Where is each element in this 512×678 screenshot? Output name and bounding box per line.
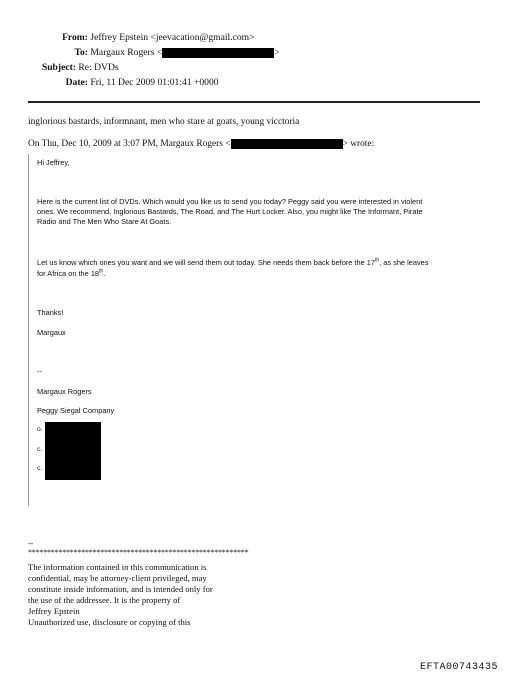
subject-value: Re: DVDs: [78, 62, 119, 73]
quoted-greeting: Hi Jeffrey,: [37, 158, 70, 167]
date-label: Date:: [65, 77, 88, 88]
quoted-para2-line2: [37, 269, 105, 279]
quote-intro-suffix: > wrote:: [342, 139, 375, 150]
redaction-block: [231, 139, 343, 149]
document-id: EFTA00743435: [419, 662, 498, 673]
footer-stars: **********************************************************: [28, 548, 249, 557]
redaction-block: [45, 422, 101, 480]
header-divider: [28, 101, 480, 103]
contact-cell-label: c.: [37, 465, 43, 472]
from-label: From:: [62, 32, 88, 43]
date-value: Fri, 11 Dec 2009 01:01:41 +0000: [90, 77, 219, 88]
quote-intro: [28, 139, 374, 149]
quoted-para1-line1: Here is the current list of DVDs. Which would you like us to send you today? Peggy said you were interested in violent: [37, 197, 423, 206]
signature-name: Margaux Rogers: [37, 387, 92, 396]
contact-cell-label: c.: [37, 446, 43, 453]
disclaimer-line: Jeffrey Epstein: [28, 606, 80, 616]
subject-label: Subject:: [41, 62, 76, 73]
quoted-para2-line2-sup: th: [99, 268, 104, 275]
quoted-para2-line2-a: for Africa on the 18: [37, 269, 100, 278]
from-row: [28, 30, 255, 45]
to-row: [28, 45, 280, 60]
signature-company: Peggy Siegal Company: [37, 406, 115, 415]
to-value-suffix: >: [274, 47, 280, 58]
signature-separator: --: [37, 367, 42, 376]
disclaimer-line: Unauthorized use, disclosure or copying of this: [28, 617, 191, 627]
to-label: To:: [74, 47, 88, 58]
disclaimer-line: confidential, may be attorney-client privileged, may: [28, 573, 207, 583]
disclaimer-line: the use of the addressee. It is the property of: [28, 595, 181, 605]
date-row: [28, 75, 219, 90]
quoted-para2-line1-a: Let us know which ones you want and we will send them out today. She needs them back before the 17: [37, 258, 375, 267]
reply-text: inglorious bastards, informnant, men who stare at goats, young vicctoria: [28, 117, 300, 127]
quoted-para2-line1-b: , as she leaves: [379, 258, 429, 267]
subject-row: [28, 60, 119, 75]
quote-intro-prefix: On Thu, Dec 10, 2009 at 3:07 PM, Margaux Rogers <: [28, 139, 231, 150]
footer-separator: --: [28, 539, 34, 548]
disclaimer-line: constitute inside information, and is intended only for: [28, 584, 213, 594]
from-value: Jeffrey Epstein <jeevacation@gmail.com>: [90, 32, 255, 43]
quoted-sign: Margaux: [37, 328, 66, 337]
quoted-thanks: Thanks!: [37, 308, 64, 317]
to-value-prefix: Margaux Rogers <: [90, 47, 163, 58]
quoted-para2-line1-sup: th: [374, 257, 380, 264]
redaction-block: [162, 48, 274, 58]
quoted-para1-line3: Radio and The Men Who Stare At Goats.: [37, 217, 172, 226]
quoted-para1-line2: ones. We recommend, Inglorious Bastards, The Road, and The Hurt Locker. Also, you might like The Informant, Pirate: [37, 207, 423, 216]
disclaimer-line: The information contained in this communication is: [28, 562, 207, 572]
quoted-para2-line2-b: .: [103, 269, 106, 278]
quoted-para2-line1: [37, 258, 428, 268]
contact-office-label: o.: [37, 426, 43, 433]
